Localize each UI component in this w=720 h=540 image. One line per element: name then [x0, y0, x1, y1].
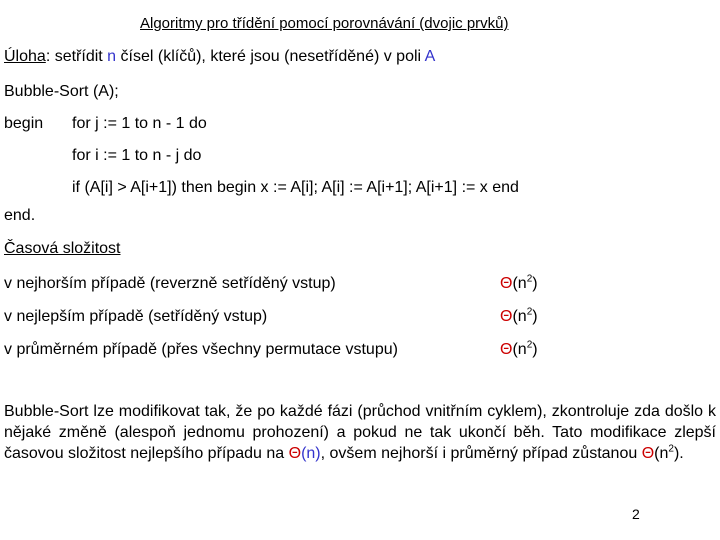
paragraph-text-3: ). [673, 445, 684, 462]
task-array: A [424, 48, 436, 65]
complexity-row-label: v nejlepším případě (setříděný vstup) [4, 308, 268, 325]
complexity-row-value [500, 274, 538, 294]
complexity-value-close: ) [532, 308, 538, 325]
task-n: n [107, 48, 117, 65]
task-line [4, 47, 435, 67]
complexity-value-text: (n [512, 308, 527, 325]
code-end: end. [4, 207, 36, 224]
theta-symbol: Θ [500, 275, 513, 292]
paragraph-value-1: (n) [301, 445, 321, 462]
code-header: Bubble-Sort (A); [4, 83, 119, 100]
complexity-row-value [500, 340, 538, 360]
complexity-row-label: v nejhorším případě (reverzně setříděný vstup) [4, 275, 336, 292]
complexity-value-close: ) [532, 275, 538, 292]
page-number: 2 [632, 506, 640, 522]
complexity-value-close: ) [532, 341, 538, 358]
task-label: Úloha [4, 48, 46, 65]
complexity-value-text: (n [512, 275, 527, 292]
complexity-row-value [500, 307, 538, 327]
theta-symbol: Θ [500, 308, 513, 325]
theta-symbol: Θ [500, 341, 513, 358]
code-loop-j: for j := 1 to n - 1 do [72, 115, 207, 132]
theta-symbol: Θ [288, 445, 302, 462]
complexity-value-text: (n [512, 341, 527, 358]
paragraph-text-2: , ovšem nejhorší i průměrný případ zůstanou [320, 445, 642, 462]
exponent: 2 [668, 443, 674, 455]
task-text-1: : setřídit [45, 48, 108, 65]
code-loop-i: for i := 1 to n - j do [72, 147, 202, 164]
code-begin: begin [4, 115, 44, 132]
task-text-2: čísel (klíčů), které jsou (nesetříděné) v poli [116, 48, 425, 65]
complexity-row-label: v průměrném případě (přes všechny permutace vstupu) [4, 341, 398, 358]
exponent: 2 [526, 339, 533, 351]
slide-title: Algoritmy pro třídění pomocí porovnávání (dvojic prvků) [140, 15, 509, 32]
theta-symbol: Θ [641, 445, 655, 462]
complexity-heading: Časová složitost [4, 240, 121, 257]
paragraph-text-1: Bubble-Sort lze modifikovat tak, že po každé fázi (průchod vnitřním cyklem), zkontroluje zda došlo k nějaké změně (alespoň jednomu prohození) a pokud ne tak ukončí běh. Tato modifikace zlepší časovou složitost nejlepšího případu na [4, 403, 716, 462]
code-if-line: if (A[i] > A[i+1]) then begin x := A[i]; A[i] := A[i+1]; A[i+1] := x end [72, 179, 519, 196]
paragraph-value-2: (n [654, 445, 669, 462]
exponent: 2 [526, 306, 533, 318]
exponent: 2 [526, 273, 533, 285]
modification-paragraph [4, 401, 716, 464]
